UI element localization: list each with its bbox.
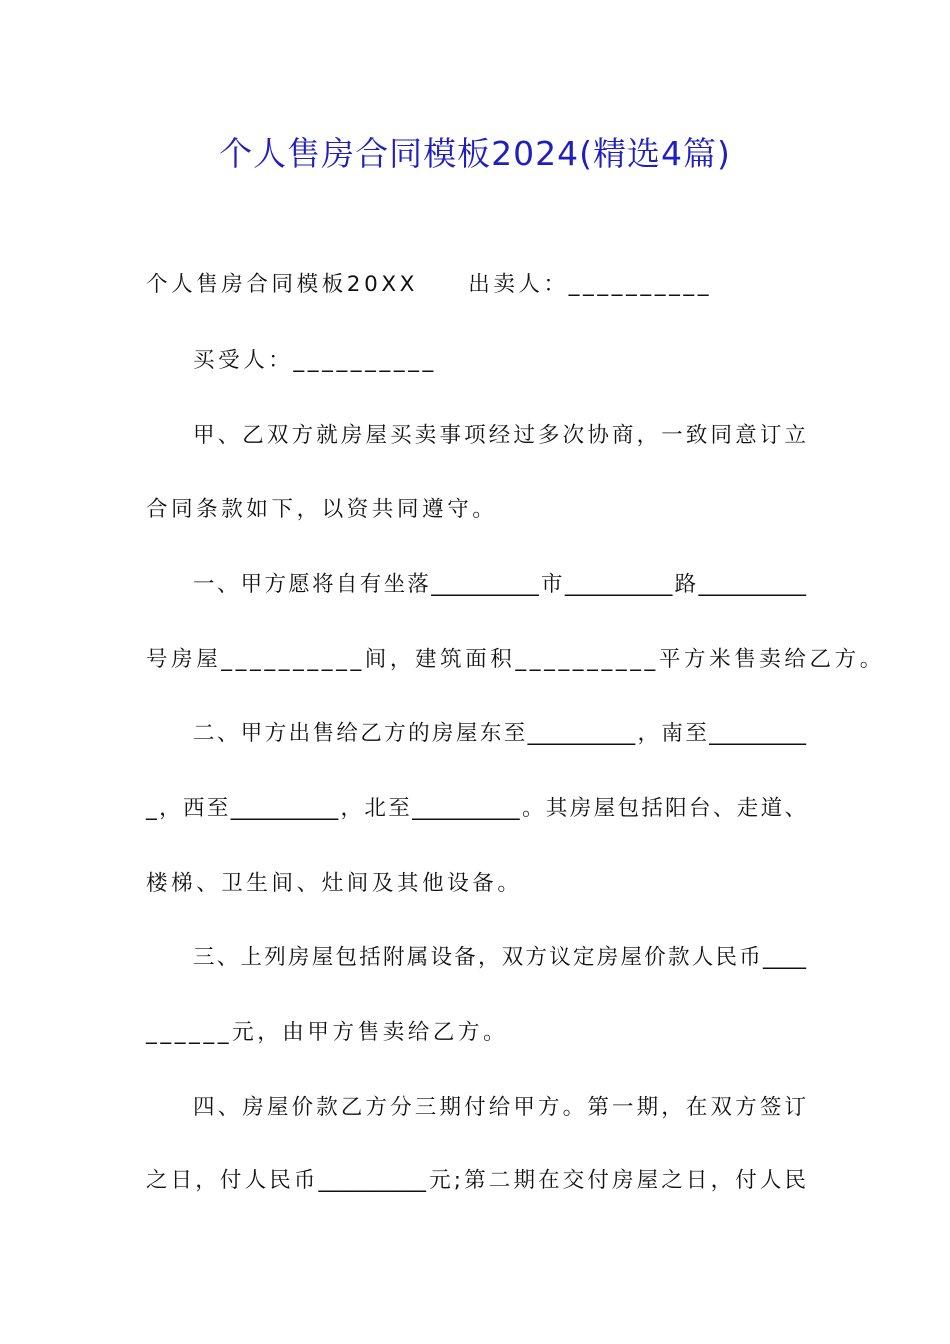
clause-1-line-1: 一、甲方愿将自有坐落__________市__________路__________ bbox=[193, 572, 806, 597]
clause-3-line-2: ______元，由甲方售卖给乙方。 bbox=[146, 1020, 509, 1045]
paragraph-intro-line-1: 甲、乙双方就房屋买卖事项经过多次协商，一致同意订立 bbox=[193, 423, 806, 448]
clause-1-line-2: 号房屋__________间，建筑面积__________平方米售卖给乙方。 bbox=[146, 647, 885, 672]
clause-4-line-2: 之日，付人民币__________元;第二期在交付房屋之日，付人民 bbox=[146, 1168, 806, 1193]
contract-heading-seller-line: 个人售房合同模板20XX 出卖人：__________ bbox=[146, 272, 713, 297]
buyer-line: 买受人：__________ bbox=[193, 348, 437, 373]
clause-4-line-1: 四、房屋价款乙方分三期付给甲方。第一期，在双方签订 bbox=[193, 1095, 806, 1120]
clause-2-line-1: 二、甲方出售给乙方的房屋东至__________，南至_________ bbox=[193, 721, 806, 746]
clause-3-line-1: 三、上列房屋包括附属设备，双方议定房屋价款人民币____ bbox=[193, 945, 806, 970]
document-title: 个人售房合同模板2024(精选4篇) bbox=[219, 134, 731, 173]
clause-2-line-3: 楼梯、卫生间、灶间及其他设备。 bbox=[146, 871, 523, 896]
paragraph-intro-line-2: 合同条款如下，以资共同遵守。 bbox=[146, 497, 498, 522]
clause-2-line-2: _，西至__________，北至__________。其房屋包括阳台、走道、 bbox=[146, 796, 806, 821]
